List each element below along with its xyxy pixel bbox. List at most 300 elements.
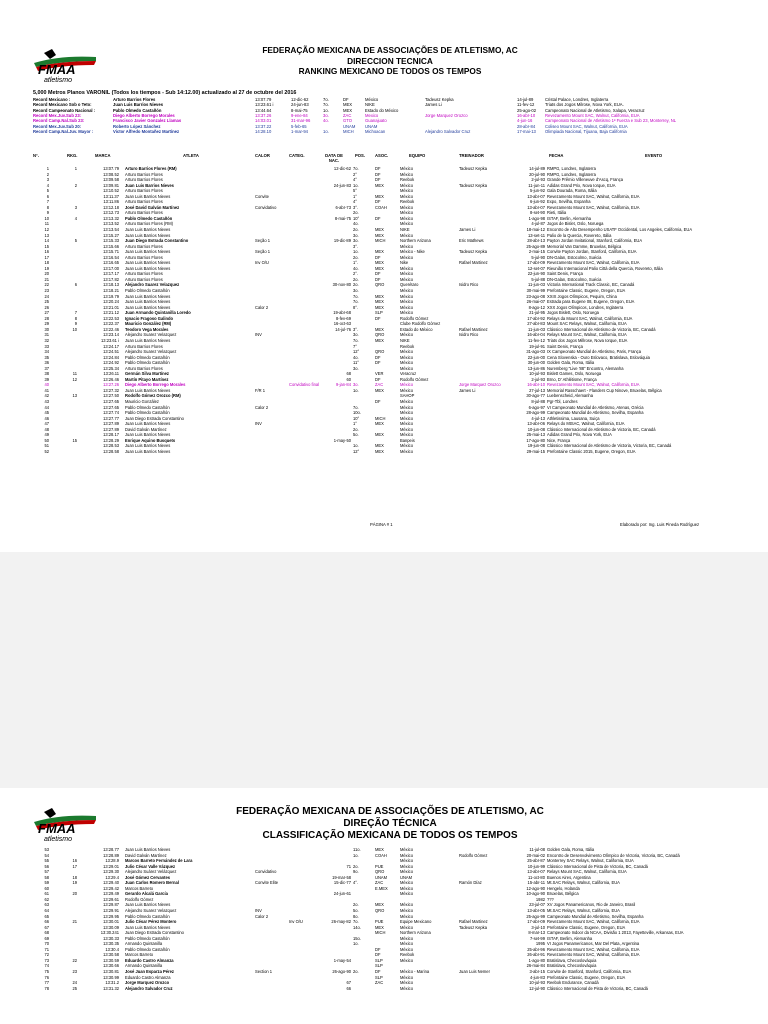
cell-asoc: MEX bbox=[375, 232, 384, 238]
cell-evento: Revezamento Mount SAC, Walnut, California, EUA bbox=[547, 204, 640, 210]
cell-no: 37 bbox=[44, 365, 49, 371]
cell-pos: 1o. bbox=[353, 852, 359, 858]
cell-marca: 13:30.81 bbox=[103, 969, 119, 975]
cell-asoc: MEX bbox=[375, 304, 384, 310]
cell-fecha: 30-ago-77 bbox=[526, 393, 545, 399]
cell-equipo: México bbox=[400, 171, 413, 177]
cell-marca: 13:30.4 bbox=[105, 946, 119, 952]
record-pos: 7o. bbox=[323, 97, 329, 102]
direction-title: DIREÇÃO TÉCNICA bbox=[343, 818, 437, 829]
fmaa-logo-image bbox=[30, 806, 100, 842]
cell-equipo: México - Nike bbox=[400, 249, 425, 255]
cell-atleta: Juan Armando Quintanilla Loredo bbox=[125, 310, 191, 316]
cell-rkg: 6 bbox=[74, 282, 77, 288]
cell-marca: 13:29.91 bbox=[103, 908, 119, 914]
record-mark: 13:44.64 bbox=[255, 107, 272, 113]
cell-no: 54 bbox=[44, 852, 49, 858]
cell-atleta: Marcos Barreto Fernández de Lara bbox=[125, 858, 193, 864]
cell-treinador: Rafael Martinez bbox=[459, 919, 488, 925]
cell-equipo: México bbox=[400, 935, 413, 941]
cell-fecha: 5-jun-92 bbox=[529, 188, 545, 194]
cell-fecha: 8-jul-88 bbox=[531, 398, 545, 404]
cell-evento: Prefontaine Classic, Eugene, Oregon, EUA bbox=[547, 924, 626, 930]
fmaa-logo-image bbox=[30, 47, 100, 83]
record-label: Record Mex.Juv.Sub 20: bbox=[33, 123, 82, 129]
cell-atleta: Alejandro Salvador Cruz bbox=[125, 985, 173, 991]
cell-no: 74 bbox=[44, 963, 49, 969]
cell-equipo: México bbox=[400, 902, 413, 908]
cell-asoc: DF bbox=[375, 360, 381, 366]
cell-marca: 13:11.86 bbox=[103, 199, 119, 205]
cell-equipo: México bbox=[400, 304, 413, 310]
record-date: 16-abr-10 bbox=[517, 113, 536, 119]
record-mark: 13:37.26 bbox=[255, 113, 272, 119]
cell-fecha: 17-abr-09 bbox=[527, 919, 545, 925]
cell-fecha: 12-jul-90 bbox=[529, 985, 545, 991]
cell-evento: Palio de la Quercia, Rovereto, Itália bbox=[547, 232, 612, 238]
record-coach: Alejandro Salvador Cruz bbox=[425, 129, 471, 135]
cell-calor: INV bbox=[255, 908, 262, 914]
cell-atleta: José Gómez Cervantes bbox=[125, 874, 171, 880]
cell-nac: 15-dic-77 bbox=[333, 880, 351, 886]
cell-asoc: DF bbox=[375, 952, 381, 958]
cell-calor: Inv O/U bbox=[255, 260, 269, 266]
cell-rkg: 15 bbox=[72, 437, 77, 443]
record-mark: 14:28.10 bbox=[255, 129, 272, 135]
record-coach: James Li bbox=[425, 102, 442, 108]
record-club: NIKE bbox=[365, 102, 375, 108]
cell-calor: Seção 1 bbox=[255, 238, 271, 244]
record-date: 17-mai-13 bbox=[517, 129, 536, 135]
cell-no: 75 bbox=[44, 969, 49, 975]
cell-fecha: 27-abr-83 bbox=[527, 321, 545, 327]
cell-no: 68 bbox=[44, 930, 49, 936]
cell-no: 15 bbox=[44, 243, 49, 249]
cell-evento: Clássico Internacional de Atletismo de Victoria, BC, Canadá bbox=[547, 326, 656, 332]
cell-evento: Rieti, Itália bbox=[547, 210, 567, 216]
cell-evento: Clássico Internacional de Pista de Victoria, BC, Canadá bbox=[547, 985, 648, 991]
cell-asoc: MEX bbox=[375, 443, 384, 449]
cell-equipo: México bbox=[400, 182, 413, 188]
cell-rkg: 3 bbox=[74, 204, 77, 210]
cell-asoc: DF bbox=[375, 199, 381, 205]
cell-evento: Revezamento Mount SAC, Walnut, California, EUA bbox=[547, 260, 640, 266]
cell-nac: 66 bbox=[346, 985, 351, 991]
cell-no: 30 bbox=[44, 326, 49, 332]
cell-asoc: DF bbox=[375, 376, 381, 382]
cell-equipo: México bbox=[400, 232, 413, 238]
cell-fecha: 11-jun-11 bbox=[528, 182, 545, 188]
ranking-table-page-1 bbox=[33, 166, 753, 454]
cell-calor: Seção 1 bbox=[255, 249, 271, 255]
cell-asoc: MEX bbox=[375, 299, 384, 305]
cell-equipo: México bbox=[400, 941, 413, 947]
cell-marca: 13:30.09 bbox=[103, 924, 119, 930]
cell-equipo: México bbox=[400, 332, 413, 338]
cell-equipo: Equipe Mexicano bbox=[400, 919, 432, 925]
cell-pos: 4o. bbox=[353, 221, 359, 227]
cell-no: 67 bbox=[44, 924, 49, 930]
cell-treinador: Eric Mathews bbox=[459, 238, 484, 244]
svg-text:FMAA: FMAA bbox=[38, 62, 76, 77]
cell-no: 32 bbox=[44, 337, 49, 343]
cell-equipo: México bbox=[400, 869, 413, 875]
cell-fecha: 28-ago-99 bbox=[526, 410, 545, 416]
cell-evento: ISTAF, Berlim, Alemanha bbox=[547, 935, 593, 941]
cell-nac: 1-may-54 bbox=[333, 957, 351, 963]
cell-calor: Calor 2 bbox=[255, 304, 269, 310]
cell-evento: Prefontaine Classic, Eugene, Oregon, EUA bbox=[547, 974, 626, 980]
cell-atleta: Juan Luis Barrios Nieves bbox=[125, 182, 174, 188]
cell-asoc: QRO bbox=[375, 908, 385, 914]
cell-marca: 13:23.14 bbox=[103, 332, 119, 338]
cell-marca: 13:22.37 bbox=[103, 321, 119, 327]
cell-equipo: México bbox=[400, 254, 413, 260]
cell-pos: 15o. bbox=[353, 935, 361, 941]
col-treinador: TREINADOR bbox=[459, 153, 484, 158]
cell-no: 44 bbox=[44, 404, 49, 410]
cell-atleta: Juan Luis Barrios Nieves bbox=[125, 337, 171, 343]
cell-equipo: México bbox=[400, 299, 413, 305]
cell-nac: 68 bbox=[346, 371, 351, 377]
cell-atleta: Juan Luis Barrios Nieves bbox=[125, 432, 171, 438]
cell-no: 47 bbox=[44, 421, 49, 427]
record-dob: 9-ene-84 bbox=[291, 113, 308, 119]
cell-fecha: 11-jun-03 bbox=[528, 326, 545, 332]
cell-no: 3 bbox=[46, 177, 49, 183]
cell-no: 25 bbox=[44, 299, 49, 305]
cell-atleta: Alejandro Suarez Velazquez bbox=[125, 908, 177, 914]
cell-evento: Saint Denis, França bbox=[547, 271, 583, 277]
cell-treinador: Jorge Marquez Orozco bbox=[459, 382, 501, 388]
cell-marca: 13:16.65 bbox=[103, 260, 119, 266]
cell-atleta: Arturo Barrios Flores bbox=[125, 365, 163, 371]
cell-equipo: México bbox=[400, 852, 413, 858]
cell-marca: 13:10.52 bbox=[103, 188, 119, 194]
cell-pos: 4°. bbox=[353, 880, 359, 886]
cell-rkg: 1 bbox=[74, 166, 77, 171]
col-asoc: ASOC. bbox=[375, 153, 389, 158]
cell-atleta: Pablo Olmedo Castañón bbox=[125, 404, 170, 410]
record-athlete: Arturo Barrios Flores bbox=[113, 97, 156, 102]
fmaa-logo bbox=[30, 806, 100, 842]
cell-atleta: Martín Pitayo Martínez bbox=[125, 376, 169, 382]
record-athlete: Pablo Olmedo Castañón bbox=[113, 107, 162, 113]
cell-rkg: 10 bbox=[72, 326, 77, 332]
cell-fecha: 5-jul-88 bbox=[531, 276, 545, 282]
cell-asoc: DF bbox=[375, 171, 381, 177]
cell-atleta: Rodolfo Gómez bbox=[125, 896, 154, 902]
cell-evento: Memorial Van Damme, Bruxelas, Bélgica bbox=[547, 243, 622, 249]
cell-marca: 13:20.24 bbox=[103, 299, 119, 305]
cell-equipo: México bbox=[400, 265, 413, 271]
cell-treinador: Rodolfo Gómez bbox=[459, 852, 488, 858]
cell-pos: 3o. bbox=[353, 232, 359, 238]
cell-asoc: DF bbox=[375, 969, 381, 975]
cell-equipo: México bbox=[400, 288, 413, 294]
record-dob: 5-feb-65 bbox=[291, 123, 307, 129]
cell-pos: 2o. bbox=[353, 210, 359, 216]
cell-evento: RMPG, Londres, Inglaterra bbox=[547, 171, 596, 177]
cell-no: 35 bbox=[44, 354, 49, 360]
cell-evento: Brno, D' Athlétisme, França bbox=[547, 376, 597, 382]
cell-atleta: Arturo Barrios Flores bbox=[125, 254, 163, 260]
cell-marca: 13:08.52 bbox=[103, 171, 119, 177]
cell-atleta: Enrique Aquino Busquets bbox=[125, 437, 176, 443]
cell-marca: 13:27.65 bbox=[103, 404, 119, 410]
cell-marca: 13:15.27 bbox=[103, 232, 119, 238]
record-pos: 1o. bbox=[323, 107, 329, 113]
cell-pos: 1° bbox=[353, 193, 357, 199]
cell-asoc: SLP bbox=[375, 957, 383, 963]
cell-equipo: México bbox=[400, 924, 413, 930]
cell-pos: 9o. bbox=[353, 869, 359, 875]
cell-pos: 7o. bbox=[353, 166, 359, 171]
col-atleta: ATLETA bbox=[183, 153, 199, 158]
cell-nac: 16-oct-63 bbox=[333, 321, 351, 327]
cell-rkg: 22 bbox=[72, 957, 77, 963]
cell-asoc: MEX bbox=[375, 326, 384, 332]
cell-fecha: 10-ago-90 bbox=[526, 891, 545, 897]
column-header-row bbox=[33, 152, 753, 164]
cell-fecha: 13-abr-06 bbox=[527, 421, 545, 427]
cell-rkg: 24 bbox=[72, 980, 77, 986]
cell-atleta: Rodolfo Gómez Orozco (RM) bbox=[125, 393, 181, 399]
cell-atleta: Eduardo Castro Almanza bbox=[125, 957, 174, 963]
cell-no: 62 bbox=[44, 896, 49, 902]
cell-treinador: Tadeusz Kepka bbox=[459, 924, 487, 930]
cell-evento: Grande Prêmio Villeneuve d'Ascq, França bbox=[547, 177, 624, 183]
cell-calor: F/R 1 bbox=[255, 387, 266, 393]
cell-nac: 24-jun-83 bbox=[333, 182, 351, 188]
cell-fecha: 10-jun-08 bbox=[527, 426, 545, 432]
cell-atleta: Juan Luis Barrios Nieves bbox=[125, 293, 171, 299]
cell-pos: 4o. bbox=[353, 354, 359, 360]
record-st: GTO bbox=[343, 118, 352, 124]
cell-calor: Convite Elite bbox=[255, 880, 278, 886]
cell-equipo: Reebok bbox=[400, 952, 415, 958]
col-categ: CATEG. bbox=[289, 153, 305, 158]
cell-fecha: 19-jul-91 bbox=[529, 343, 545, 349]
cell-no: 66 bbox=[44, 919, 49, 925]
cell-fecha: 1995 bbox=[535, 941, 545, 947]
cell-asoc: VER bbox=[375, 371, 384, 377]
cell-fecha: 16-abr-10 bbox=[527, 382, 545, 388]
record-st: MEX bbox=[343, 107, 353, 113]
cell-asoc: ZAC bbox=[375, 880, 384, 886]
cell-evento: Athletissima, Lausana, Suiça bbox=[547, 415, 600, 421]
cell-treinador: Rafael Martinez bbox=[459, 260, 488, 266]
cell-fecha: 23-ago-08 bbox=[526, 293, 545, 299]
cell-atleta: José David Galván Martínez bbox=[125, 204, 180, 210]
cell-fecha: 13-jun-86 bbox=[527, 365, 545, 371]
cell-marca: 13:29.01 bbox=[103, 863, 119, 869]
cell-marca: 13:31.2 bbox=[105, 980, 119, 986]
cell-no: 6 bbox=[46, 193, 49, 199]
cell-asoc: QRO bbox=[375, 349, 385, 355]
cell-pos: 3o. bbox=[353, 238, 359, 244]
cell-marca: 13:25.34 bbox=[103, 365, 119, 371]
cell-evento: Pgr-Tbl, Londres bbox=[547, 398, 578, 404]
cell-atleta: Mauricio González (RM) bbox=[125, 321, 172, 327]
cell-fecha: 26-mai-84 bbox=[526, 963, 545, 969]
cell-fecha: 11-oct-80 bbox=[528, 874, 545, 880]
cell-evento: Golden Gala, Roma, Itália bbox=[547, 847, 595, 852]
cell-atleta: Arturo Barrios Flores (RM) bbox=[125, 221, 173, 227]
cell-fecha: 30-jun-00 bbox=[527, 360, 545, 366]
record-dob: 1-mar-94 bbox=[291, 129, 308, 135]
cell-evento: Mount SAC Relays, Walnut, California, EUA bbox=[547, 321, 627, 327]
cell-atleta: Pablo Olmedo Castañón bbox=[125, 935, 170, 941]
cell-no: 20 bbox=[44, 271, 49, 277]
record-place: Campeonato Nacional de Atletismo, Xalapa, Veracruz bbox=[545, 107, 645, 113]
record-pos: 3o. bbox=[323, 113, 329, 119]
author-credit: Elaborado por: Ing. Luis Pineda Rodríguez bbox=[620, 522, 700, 527]
cell-asoc: QRO bbox=[375, 332, 385, 338]
cell-fecha: 26-abr-91 bbox=[527, 952, 545, 958]
cell-asoc: MICH bbox=[375, 415, 386, 421]
cell-evento: Revezamento Mount SAC, Walnut, California, EUA bbox=[547, 919, 640, 925]
cell-marca: 13:29.87 bbox=[103, 902, 119, 908]
cell-equipo: México bbox=[400, 310, 413, 316]
cell-equipo: México bbox=[400, 365, 413, 371]
cell-no: 22 bbox=[44, 282, 49, 288]
cell-asoc: QRO bbox=[375, 869, 385, 875]
cell-evento: Revezamento Mount SAC, Walnut, California, EUA bbox=[547, 946, 640, 952]
cell-fecha: 17-abr-09 bbox=[527, 260, 545, 266]
cell-rkg: 12 bbox=[72, 376, 77, 382]
record-label: Record Mexicano Sob o Teto: bbox=[33, 102, 92, 108]
cell-marca: 13:22.46 bbox=[103, 326, 119, 332]
cell-atleta: Juan Luis Barrios Nieves bbox=[125, 232, 171, 238]
cell-no: 57 bbox=[44, 869, 49, 875]
cell-evento: Campeonato Mundial de Atletismo, Sevilha, Espanha bbox=[547, 913, 644, 919]
cell-marca: 13:15.66 bbox=[103, 243, 119, 249]
cell-equipo: México bbox=[400, 908, 413, 914]
cell-fecha: 13-abr-07 bbox=[527, 193, 545, 199]
cell-no: 29 bbox=[44, 321, 49, 327]
cell-equipo: México bbox=[400, 847, 413, 852]
cell-equipo: México bbox=[400, 382, 413, 388]
cell-evento: Clássico Internacional de Atletismo de Victoria, Victoria, BC, Canadá bbox=[547, 443, 672, 449]
cell-fecha: 29-mai-15 bbox=[526, 448, 545, 454]
cell-atleta: Arturo Barrios Flores bbox=[125, 177, 163, 183]
cell-atleta: Arturo Barrios Flores bbox=[125, 243, 163, 249]
cell-marca: 13:24.92 bbox=[103, 360, 119, 366]
cell-marca: 13:19.79 bbox=[103, 293, 119, 299]
cell-atleta: Pablo Olmedo Castañón bbox=[125, 354, 170, 360]
record-mark: 13:07.79 bbox=[255, 97, 272, 102]
cell-rkg: 7 bbox=[74, 310, 77, 316]
cell-fecha: 8-ago-12 bbox=[528, 304, 545, 310]
cell-pos: 1o. bbox=[353, 443, 359, 449]
cell-rkg: 5 bbox=[74, 238, 77, 244]
cell-marca: 13:22.53 bbox=[103, 315, 119, 321]
cell-marca: 13:30.99 bbox=[103, 974, 119, 980]
cell-asoc: MEX bbox=[375, 847, 384, 852]
cell-marca: 13:09.58 bbox=[103, 177, 119, 183]
cell-nac: 30-nov-80 bbox=[332, 282, 351, 288]
cell-no: 58 bbox=[44, 874, 49, 880]
cell-atleta: David Galván Martínez bbox=[125, 426, 167, 432]
cell-evento: Revezamento Mount SAC, Walnut, California, EUA bbox=[547, 382, 640, 388]
record-club: Michoacan bbox=[365, 129, 386, 135]
cell-marca: 13:27.50 bbox=[103, 393, 119, 399]
cell-marca: 13:12.73 bbox=[103, 210, 119, 216]
cell-equipo: Rodolfo Gómez bbox=[400, 376, 429, 382]
cell-atleta: Juan Diego Estrada Constantino bbox=[125, 930, 184, 936]
cell-nac: 8-fev-69 bbox=[335, 315, 351, 321]
cell-equipo: Reebok bbox=[400, 343, 415, 349]
ranking-title: RANKING MEXICANO DE TODOS OS TEMPOS bbox=[298, 66, 482, 76]
cell-no: 71 bbox=[44, 946, 49, 952]
cell-marca: 13:31.32 bbox=[103, 985, 119, 991]
cell-equipo: Reebok bbox=[400, 177, 415, 183]
cell-no: 52 bbox=[44, 448, 49, 454]
cell-pos: 3o. bbox=[353, 288, 359, 294]
cell-calor: INV bbox=[255, 332, 262, 338]
cell-evento: Relays da Mount SAC, Walnut, California, EUA bbox=[547, 315, 633, 321]
ranking-page-2 bbox=[0, 788, 768, 1024]
cell-no: 4 bbox=[46, 182, 49, 188]
cell-equipo: México bbox=[400, 349, 413, 355]
cell-nac: 26-ago-90 bbox=[332, 969, 351, 975]
cell-equipo: México bbox=[400, 885, 413, 891]
cell-no: 26 bbox=[44, 304, 49, 310]
page-number: PÁGINA # 1 bbox=[370, 522, 393, 527]
cell-atleta: Arturo Barrios Flores bbox=[125, 199, 163, 205]
fmaa-logo bbox=[30, 47, 100, 83]
cell-fecha: 20-jul-90 bbox=[529, 171, 545, 177]
cell-nac: 8-mai-75 bbox=[334, 215, 351, 221]
cell-asoc: PUE bbox=[375, 863, 384, 869]
cell-evento: Golden Gala, Roma, Itália bbox=[547, 360, 595, 366]
cell-atleta: Teodoro Vega Morales bbox=[125, 326, 169, 332]
cell-equipo: México - Marina bbox=[400, 969, 430, 975]
cell-marca: 13:17.82 bbox=[103, 276, 119, 282]
record-place: Olimpiada Nacional, Tijuana, Baja California bbox=[545, 129, 627, 135]
cell-equipo: México bbox=[400, 293, 413, 299]
cell-treinador: Rafael Martinez bbox=[459, 326, 488, 332]
cell-evento: RMPG, Londres, Inglaterra bbox=[547, 166, 596, 171]
cell-treinador: Isidro Rico bbox=[459, 332, 479, 338]
cell-evento: Reebok Endurance, Canadá bbox=[547, 980, 599, 986]
cell-no: 13 bbox=[44, 232, 49, 238]
cell-no: 73 bbox=[44, 957, 49, 963]
cell-no: 51 bbox=[44, 443, 49, 449]
cell-atleta: Arturo Barrios Flores bbox=[125, 188, 163, 194]
cell-fecha: 1-ago-80 bbox=[528, 957, 545, 963]
cell-fecha: 20-mai-02 bbox=[526, 852, 545, 858]
cell-marca: 13:13.52 bbox=[103, 221, 119, 227]
cell-asoc: MEX bbox=[375, 387, 384, 393]
cell-asoc: DF bbox=[375, 398, 381, 404]
cell-fecha: 8-mar-13 bbox=[528, 930, 545, 936]
cell-equipo: México bbox=[400, 210, 413, 216]
cell-fecha: 1982 bbox=[535, 896, 545, 902]
cell-fecha: 25-mai-13 bbox=[526, 432, 545, 438]
cell-evento: Clássico Internacional de Atletismo de Victoria, BC, Canadá bbox=[547, 426, 656, 432]
cell-fecha: 27-jul-13 bbox=[529, 387, 545, 393]
record-date: 25-ago-02 bbox=[517, 107, 537, 113]
cell-rkg: 8 bbox=[74, 315, 77, 321]
cell-evento: Convite Payton Jordan, Stanford, California, EUA bbox=[547, 249, 637, 255]
cell-asoc: MEX bbox=[375, 924, 384, 930]
cell-marca: 13:13.54 bbox=[103, 227, 119, 233]
cell-pos: 5o. bbox=[353, 908, 359, 914]
cell-pos: 1°. bbox=[353, 260, 359, 266]
col-marca: MARCA bbox=[95, 153, 111, 158]
